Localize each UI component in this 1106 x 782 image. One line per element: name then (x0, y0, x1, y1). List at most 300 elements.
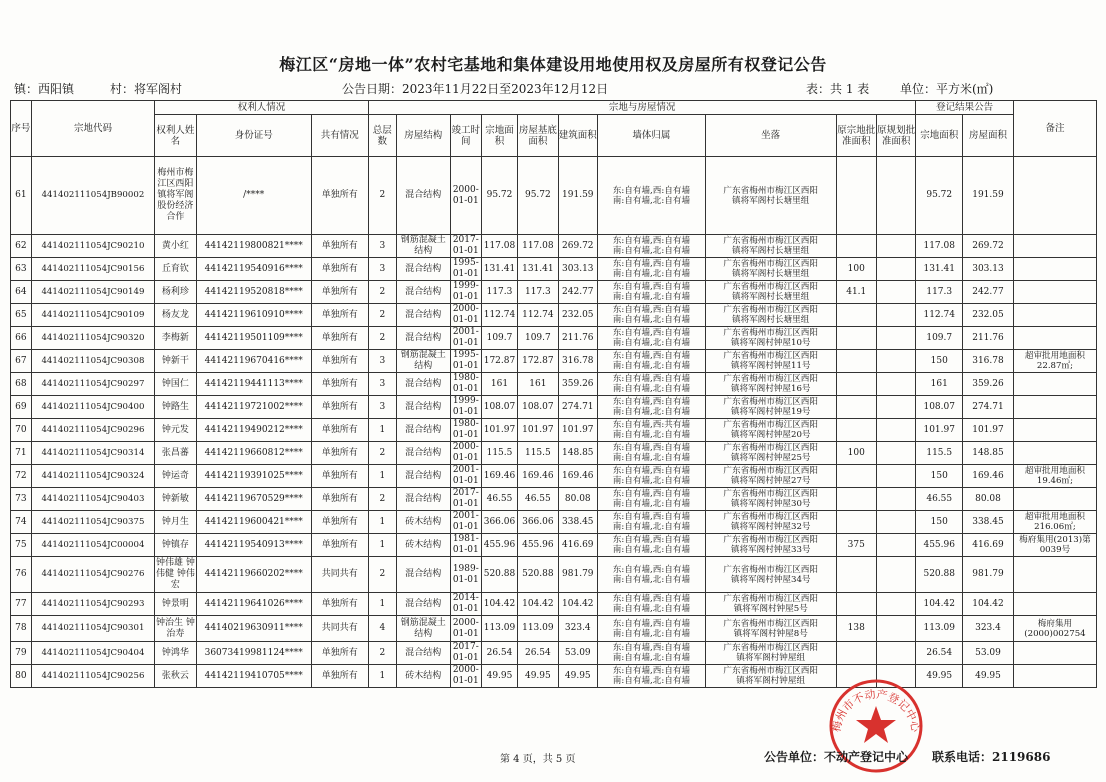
location-line: 广东省梅州市梅江区西阳 (723, 259, 818, 269)
share-type: 单独所有 (311, 442, 368, 465)
location-line: 广东省梅州市梅江区西阳 (723, 420, 818, 430)
owner-id: 44142119641026**** (196, 593, 311, 616)
owner-name: 钟镇存 (155, 534, 196, 557)
result-land-area: 95.72 (916, 157, 963, 235)
owner-name: 杨友龙 (155, 304, 196, 327)
orig-approved-area (836, 465, 876, 488)
table-row (11, 511, 1097, 534)
parcel-code: 441402111054JC90149 (31, 281, 154, 304)
completion-date: 1989-01-01 (450, 557, 481, 593)
build-area: 49.95 (558, 665, 597, 688)
floor-count: 2 (368, 157, 396, 235)
share-type: 单独所有 (311, 488, 368, 511)
orig-approved-area (836, 327, 876, 350)
parcel-code: 441402111054JC90109 (31, 304, 154, 327)
orig-approved-area (836, 373, 876, 396)
result-house-area: 101.97 (963, 419, 1014, 442)
owner-name: 张秋云 (155, 665, 196, 688)
wall-ownership-line: 东:自有墙,西:自有墙 (612, 282, 691, 292)
orig-planned-area (876, 593, 915, 616)
build-area: 191.59 (558, 157, 597, 235)
col-orig-approved: 原宗地批准面积 (836, 115, 876, 157)
orig-planned-area (876, 557, 915, 593)
land-area: 101.97 (481, 419, 517, 442)
result-house-area: 211.76 (963, 327, 1014, 350)
structure: 混合结构 (396, 281, 450, 304)
table-row (11, 557, 1097, 593)
row-seq: 62 (11, 235, 32, 258)
location-line: 镇将军阁村长塘里组 (732, 246, 810, 256)
wall-ownership-line: 东:自有墙,西:自有墙 (612, 443, 691, 453)
location-line: 广东省梅州市梅江区西阳 (723, 594, 818, 604)
orig-approved-area: 100 (836, 258, 876, 281)
seal-star-icon (856, 706, 896, 743)
location (705, 442, 836, 465)
row-seq: 77 (11, 593, 32, 616)
result-land-area: 49.95 (916, 665, 963, 688)
floor-count: 1 (368, 665, 396, 688)
parcel-code: 441402111054JC90324 (31, 465, 154, 488)
floor-count: 3 (368, 235, 396, 258)
base-area: 112.74 (518, 304, 558, 327)
wall-ownership-line: 南:自有墙,北:自有墙 (612, 628, 691, 639)
share-type: 单独所有 (311, 534, 368, 557)
build-area: 148.85 (558, 442, 597, 465)
result-house-area: 80.08 (963, 488, 1014, 511)
floor-count: 1 (368, 465, 396, 488)
result-land-area: 109.7 (916, 327, 963, 350)
base-area: 131.41 (518, 258, 558, 281)
share-type: 单独所有 (311, 396, 368, 419)
orig-approved-area (836, 488, 876, 511)
orig-approved-area (836, 557, 876, 593)
row-seq: 76 (11, 557, 32, 593)
row-seq: 65 (11, 304, 32, 327)
location-line: 镇将军阁村钟屋20号 (730, 430, 811, 440)
wall-ownership-line: 南:自有墙,北:自有墙 (612, 195, 691, 206)
floor-count: 1 (368, 419, 396, 442)
location (705, 157, 836, 235)
result-house-area: 49.95 (963, 665, 1014, 688)
land-area: 169.46 (481, 465, 517, 488)
table-row (11, 350, 1097, 373)
parcel-code: 441402111054JC90314 (31, 442, 154, 465)
orig-approved-area (836, 157, 876, 235)
floor-count: 2 (368, 281, 396, 304)
owner-id: 44142119540913**** (196, 534, 311, 557)
location (705, 350, 836, 373)
completion-date: 2001-01-01 (450, 511, 481, 534)
location-line: 镇将军阁村钟屋10号 (730, 338, 811, 348)
land-area: 131.41 (481, 258, 517, 281)
wall-ownership-line: 南:自有墙,北:自有墙 (612, 246, 691, 256)
location (705, 488, 836, 511)
table-row (11, 281, 1097, 304)
location (705, 304, 836, 327)
floor-count: 1 (368, 511, 396, 534)
build-area: 242.77 (558, 281, 597, 304)
town-label: 镇：西阳镇 (14, 82, 75, 96)
structure: 砖木结构 (396, 511, 450, 534)
result-house-area: 191.59 (963, 157, 1014, 235)
wall-ownership-line: 东:自有墙,西:自有墙 (612, 397, 691, 407)
wall-ownership-line: 南:自有墙,北:自有墙 (612, 476, 691, 486)
base-area: 108.07 (518, 396, 558, 419)
structure: 混合结构 (396, 465, 450, 488)
village-label: 村：将军阁村 (110, 82, 183, 96)
remark (1013, 396, 1096, 419)
land-area: 49.95 (481, 665, 517, 688)
wall-ownership (597, 511, 705, 534)
base-area: 95.72 (518, 157, 558, 235)
seal-text: 梅州市不动产登记中心 (829, 687, 923, 734)
remark (1013, 665, 1096, 688)
base-area: 520.88 (518, 557, 558, 593)
result-land-area: 117.08 (916, 235, 963, 258)
floor-count: 2 (368, 442, 396, 465)
land-area: 117.08 (481, 235, 517, 258)
owner-name: 钟伟雄 钟伟健 钟伟宏 (155, 557, 196, 593)
share-type: 单独所有 (311, 642, 368, 665)
owner-id: 44142119441113**** (196, 373, 311, 396)
result-house-area: 148.85 (963, 442, 1014, 465)
base-area: 49.95 (518, 665, 558, 688)
remark: 梅府集用(2013)第0039号 (1013, 534, 1096, 557)
location-line: 镇将军阁村钟屋34号 (730, 574, 811, 585)
col-base-area: 房屋基底面积 (518, 115, 558, 157)
location-line: 广东省梅州市梅江区西阳 (723, 443, 818, 453)
table-row (11, 642, 1097, 665)
wall-ownership (597, 642, 705, 665)
floor-count: 2 (368, 304, 396, 327)
location-line: 镇将军阁村钟屋25号 (730, 453, 811, 463)
structure: 混合结构 (396, 593, 450, 616)
owner-name: 李梅新 (155, 327, 196, 350)
parcel-code: 441402111054JC90403 (31, 488, 154, 511)
owner-id: 44140219630911**** (196, 616, 311, 642)
land-area: 115.5 (481, 442, 517, 465)
wall-ownership-line: 东:自有墙,西:自有墙 (612, 489, 691, 499)
result-house-area: 316.78 (963, 350, 1014, 373)
table-row (11, 235, 1097, 258)
location (705, 327, 836, 350)
issuing-unit: 公告单位：不动产登记中心 (764, 750, 909, 764)
col-date: 竣工时间 (450, 115, 481, 157)
col-group-result: 登记结果公告 (916, 101, 1014, 115)
wall-ownership-line: 南:自有墙,北:自有墙 (612, 361, 691, 371)
share-type: 单独所有 (311, 511, 368, 534)
wall-ownership-line: 南:自有墙,北:自有墙 (612, 676, 691, 686)
wall-ownership (597, 350, 705, 373)
col-seq: 序号 (11, 101, 32, 157)
remark (1013, 373, 1096, 396)
location-line: 镇将军阁村钟屋19号 (730, 407, 811, 417)
orig-approved-area (836, 235, 876, 258)
remark (1013, 304, 1096, 327)
result-land-area: 131.41 (916, 258, 963, 281)
orig-planned-area (876, 488, 915, 511)
location-line: 镇将军阁村钟屋8号 (733, 628, 808, 639)
owner-name: 丘育钦 (155, 258, 196, 281)
wall-ownership (597, 557, 705, 593)
share-type: 单独所有 (311, 281, 368, 304)
orig-planned-area (876, 642, 915, 665)
orig-planned-area (876, 511, 915, 534)
structure: 砖木结构 (396, 665, 450, 688)
row-seq: 61 (11, 157, 32, 235)
wall-ownership-line: 南:自有墙,北:自有墙 (612, 407, 691, 417)
wall-ownership (597, 442, 705, 465)
location (705, 616, 836, 642)
structure: 混合结构 (396, 642, 450, 665)
base-area: 104.42 (518, 593, 558, 616)
area-unit: 单位：平方米(㎡) (900, 82, 994, 96)
completion-date: 2001-01-01 (450, 465, 481, 488)
row-seq: 67 (11, 350, 32, 373)
floor-count: 4 (368, 616, 396, 642)
parcel-code: 441402111054JC90404 (31, 642, 154, 665)
land-area: 161 (481, 373, 517, 396)
floor-count: 3 (368, 258, 396, 281)
completion-date: 1981-01-01 (450, 534, 481, 557)
result-land-area: 108.07 (916, 396, 963, 419)
floor-count: 2 (368, 642, 396, 665)
build-area: 232.05 (558, 304, 597, 327)
row-seq: 70 (11, 419, 32, 442)
table-row (11, 665, 1097, 688)
owner-name: 钟治生 钟治寿 (155, 616, 196, 642)
completion-date: 2014-01-01 (450, 593, 481, 616)
location-line: 镇将军阁村钟屋32号 (730, 522, 811, 532)
location-line: 广东省梅州市梅江区西阳 (723, 666, 818, 676)
orig-planned-area (876, 534, 915, 557)
land-area: 117.3 (481, 281, 517, 304)
wall-ownership (597, 373, 705, 396)
wall-ownership (597, 235, 705, 258)
share-type: 单独所有 (311, 304, 368, 327)
result-land-area: 26.54 (916, 642, 963, 665)
floor-count: 2 (368, 557, 396, 593)
owner-id: 44142119490212**** (196, 419, 311, 442)
location (705, 642, 836, 665)
result-house-area: 359.26 (963, 373, 1014, 396)
share-type: 单独所有 (311, 258, 368, 281)
wall-ownership-line: 东:自有墙,西:自有墙 (612, 305, 691, 315)
col-location: 坐落 (705, 115, 836, 157)
parcel-code: 441402111054JC90293 (31, 593, 154, 616)
row-seq: 80 (11, 665, 32, 688)
land-area: 109.7 (481, 327, 517, 350)
remark (1013, 593, 1096, 616)
result-land-area: 115.5 (916, 442, 963, 465)
location-line: 广东省梅州市梅江区西阳 (723, 305, 818, 315)
orig-planned-area (876, 235, 915, 258)
share-type: 单独所有 (311, 593, 368, 616)
remark (1013, 327, 1096, 350)
location-line: 广东省梅州市梅江区西阳 (723, 397, 818, 407)
wall-ownership-line: 东:自有墙,西:自有墙 (612, 643, 691, 653)
structure: 混合结构 (396, 258, 450, 281)
remark (1013, 235, 1096, 258)
location-line: 镇将军阁村钟屋16号 (730, 384, 811, 394)
wall-ownership-line: 南:自有墙,北:自有墙 (612, 499, 691, 509)
wall-ownership-line: 南:自有墙,北:自有墙 (612, 653, 691, 663)
remark (1013, 258, 1096, 281)
wall-ownership (597, 616, 705, 642)
location-line: 广东省梅州市梅江区西阳 (723, 351, 818, 361)
location-line: 镇将军阁村钟屋27号 (730, 476, 811, 486)
col-land-area: 宗地面积 (481, 115, 517, 157)
base-area: 117.3 (518, 281, 558, 304)
owner-id: 44142119600421**** (196, 511, 311, 534)
land-area: 455.96 (481, 534, 517, 557)
table-row (11, 373, 1097, 396)
wall-ownership-line: 南:自有墙,北:自有墙 (612, 604, 691, 614)
location (705, 281, 836, 304)
share-type: 单独所有 (311, 157, 368, 235)
location-line: 广东省梅州市梅江区西阳 (723, 185, 818, 196)
owner-id: 44142119410705**** (196, 665, 311, 688)
structure: 混合结构 (396, 396, 450, 419)
orig-approved-area: 41.1 (836, 281, 876, 304)
wall-ownership (597, 281, 705, 304)
build-area: 104.42 (558, 593, 597, 616)
orig-approved-area (836, 396, 876, 419)
structure: 钢筋混凝土结构 (396, 350, 450, 373)
col-result-land: 宗地面积 (916, 115, 963, 157)
wall-ownership-line: 东:自有墙,西:自有墙 (612, 594, 691, 604)
orig-approved-area (836, 350, 876, 373)
wall-ownership-line: 南:自有墙,北:自有墙 (612, 430, 691, 440)
wall-ownership (597, 304, 705, 327)
owner-id: 44142119800821**** (196, 235, 311, 258)
parcel-code: 441402111054JC90156 (31, 258, 154, 281)
base-area: 115.5 (518, 442, 558, 465)
owner-name: 钟景明 (155, 593, 196, 616)
base-area: 366.06 (518, 511, 558, 534)
col-owner-name: 权利人姓名 (155, 115, 196, 157)
result-land-area: 101.97 (916, 419, 963, 442)
build-area: 274.71 (558, 396, 597, 419)
result-house-area: 303.13 (963, 258, 1014, 281)
orig-planned-area (876, 350, 915, 373)
orig-planned-area (876, 327, 915, 350)
wall-ownership-line: 南:自有墙,北:自有墙 (612, 453, 691, 463)
base-area: 46.55 (518, 488, 558, 511)
base-area: 117.08 (518, 235, 558, 258)
location-line: 广东省梅州市梅江区西阳 (723, 564, 818, 575)
base-area: 169.46 (518, 465, 558, 488)
remark (1013, 642, 1096, 665)
wall-ownership (597, 665, 705, 688)
location-line: 镇将军阁村长塘里组 (732, 315, 810, 325)
location (705, 235, 836, 258)
row-seq: 71 (11, 442, 32, 465)
result-house-area: 323.4 (963, 616, 1014, 642)
row-seq: 68 (11, 373, 32, 396)
table-row (11, 258, 1097, 281)
orig-approved-area (836, 642, 876, 665)
result-land-area: 113.09 (916, 616, 963, 642)
wall-ownership-line: 东:自有墙,西:自有墙 (612, 564, 691, 575)
wall-ownership-line: 东:自有墙,西:自有墙 (612, 236, 691, 246)
location-line: 镇将军阁村长塘里组 (732, 292, 810, 302)
result-house-area: 104.42 (963, 593, 1014, 616)
build-area: 338.45 (558, 511, 597, 534)
wall-ownership-line: 东:自有墙,西:自有墙 (612, 328, 691, 338)
location (705, 258, 836, 281)
structure: 混合结构 (396, 419, 450, 442)
row-seq: 78 (11, 616, 32, 642)
owner-id: 44142119721002**** (196, 396, 311, 419)
location-line: 镇将军阁村钟屋30号 (730, 499, 811, 509)
wall-ownership-line: 东:自有墙,西:自有墙 (612, 666, 691, 676)
parcel-code: 441402111054JC90375 (31, 511, 154, 534)
build-area: 169.46 (558, 465, 597, 488)
remark (1013, 281, 1096, 304)
wall-ownership (597, 534, 705, 557)
owner-name: 钟元发 (155, 419, 196, 442)
wall-ownership-line: 南:自有墙,北:自有墙 (612, 338, 691, 348)
owner-id: 44142119520818**** (196, 281, 311, 304)
wall-ownership-line: 东:自有墙,西:自有墙 (612, 535, 691, 545)
location-line: 广东省梅州市梅江区西阳 (723, 328, 818, 338)
location (705, 373, 836, 396)
wall-ownership (597, 593, 705, 616)
wall-ownership-line: 南:自有墙,北:自有墙 (612, 384, 691, 394)
completion-date: 1995-01-01 (450, 258, 481, 281)
structure: 钢筋混凝土结构 (396, 616, 450, 642)
orig-planned-area (876, 373, 915, 396)
share-type: 单独所有 (311, 419, 368, 442)
orig-planned-area (876, 396, 915, 419)
orig-approved-area: 375 (836, 534, 876, 557)
result-house-area: 981.79 (963, 557, 1014, 593)
share-type: 单独所有 (311, 327, 368, 350)
sheet-count: 表：共 1 表 (806, 82, 870, 96)
notice-title: 梅江区“房地一体”农村宅基地和集体建设用地使用权及房屋所有权登记公告 (279, 55, 827, 74)
row-seq: 63 (11, 258, 32, 281)
location-line: 广东省梅州市梅江区西阳 (723, 643, 818, 653)
remark (1013, 488, 1096, 511)
completion-date: 1980-01-01 (450, 373, 481, 396)
col-orig-planned: 原规划批准面积 (876, 115, 915, 157)
wall-ownership-line: 东:自有墙,西:自有墙 (612, 351, 691, 361)
wall-ownership-line: 东:自有墙,西:自有墙 (612, 512, 691, 522)
remark: 梅府集用(2000)002754 (1013, 616, 1096, 642)
table-row (11, 465, 1097, 488)
completion-date: 2000-01-01 (450, 157, 481, 235)
result-house-area: 416.69 (963, 534, 1014, 557)
wall-ownership-line: 东:自有墙,西:自有墙 (612, 466, 691, 476)
notice-period: 公告日期：2023年11月22日至2023年12月12日 (342, 82, 609, 96)
wall-ownership-line: 南:自有墙,北:自有墙 (612, 574, 691, 585)
owner-id: /**** (196, 157, 311, 235)
remark: 超审批用地面积19.46㎡; (1013, 465, 1096, 488)
completion-date: 2000-01-01 (450, 442, 481, 465)
wall-ownership-line: 南:自有墙,北:自有墙 (612, 292, 691, 302)
result-land-area: 150 (916, 350, 963, 373)
orig-approved-area (836, 419, 876, 442)
owner-id: 36073419981124**** (196, 642, 311, 665)
orig-approved-area: 100 (836, 442, 876, 465)
result-land-area: 150 (916, 511, 963, 534)
build-area: 211.76 (558, 327, 597, 350)
structure: 混合结构 (396, 304, 450, 327)
location-line: 镇将军阁村钟屋组 (736, 653, 806, 663)
location-line: 广东省梅州市梅江区西阳 (723, 535, 818, 545)
wall-ownership (597, 488, 705, 511)
